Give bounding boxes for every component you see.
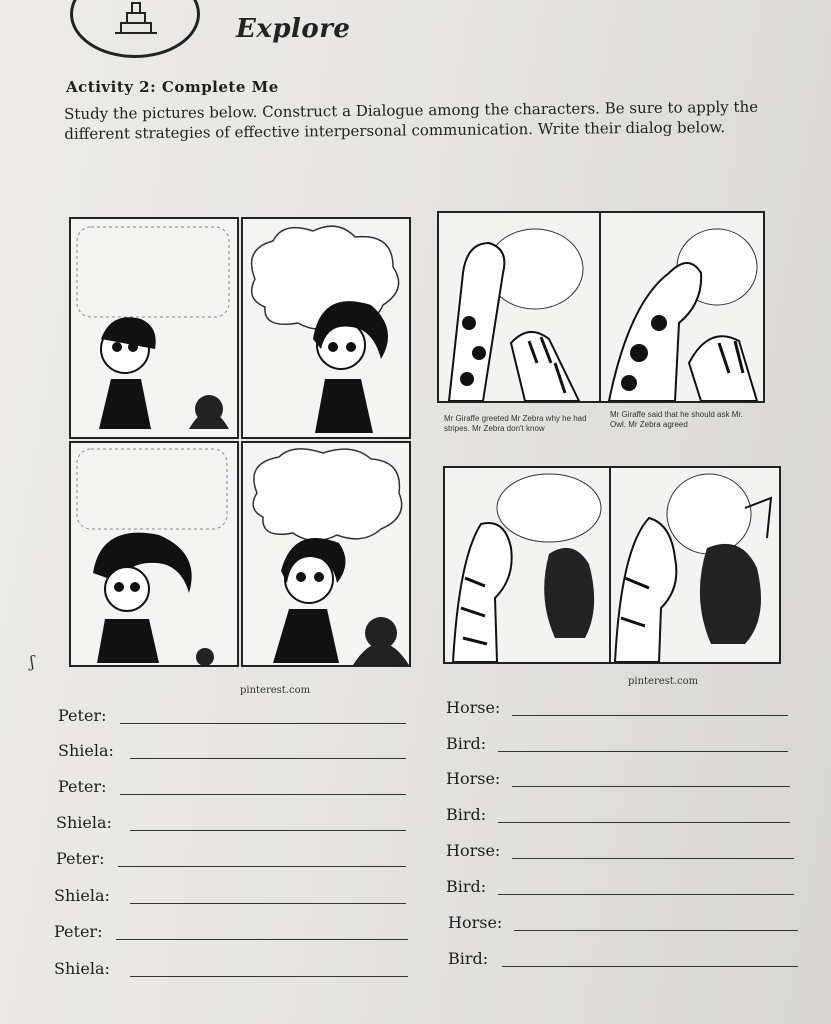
instructions-text: Study the pictures below. Construct a Dialogue among the characters. Be sure to apply the different strategies of effective interpersonal communication. Write their dialog below. xyxy=(64,97,759,143)
dialogue-line-left-6[interactable]: Shiela: xyxy=(54,885,410,907)
comic-panel-4 xyxy=(241,441,411,667)
left-source-credit: pinterest.com xyxy=(240,685,311,696)
comic-panel-3 xyxy=(69,441,239,667)
dialogue-line-left-2[interactable]: Shiela: xyxy=(58,740,410,762)
dialogue-line-right-7[interactable]: Horse: xyxy=(448,912,800,934)
girl-on-phone-illustration xyxy=(71,443,237,665)
giraffe-and-zebra-illustration xyxy=(439,213,763,401)
section-title: Explore xyxy=(236,14,351,44)
girl-with-cat-illustration xyxy=(71,219,237,437)
right-source-credit: pinterest.com xyxy=(628,676,699,687)
dialogue-line-right-8[interactable]: Bird: xyxy=(448,948,800,970)
dialogue-line-right-3[interactable]: Horse: xyxy=(446,768,792,790)
dialogue-line-left-8[interactable]: Shiela: xyxy=(54,958,412,980)
thinking-girl-illustration xyxy=(243,219,409,437)
dialogue-line-left-7[interactable]: Peter: xyxy=(54,921,412,943)
dialogue-line-left-4[interactable]: Shiela: xyxy=(56,812,410,834)
explore-logo xyxy=(70,0,200,58)
dialogue-line-left-5[interactable]: Peter: xyxy=(56,848,410,870)
dialogue-line-right-5[interactable]: Horse: xyxy=(446,840,796,862)
activity-title: Activity 2: Complete Me xyxy=(66,78,279,96)
dialogue-line-left-3[interactable]: Peter: xyxy=(58,776,410,798)
dialogue-line-right-4[interactable]: Bird: xyxy=(446,804,792,826)
dialogue-line-right-6[interactable]: Bird: xyxy=(446,876,796,898)
stairs-icon xyxy=(109,0,163,35)
dialogue-line-right-2[interactable]: Bird: xyxy=(446,733,790,755)
zebra-and-owl-illustration xyxy=(445,468,779,662)
dialogue-line-right-1[interactable]: Horse: xyxy=(446,697,790,719)
strip-caption-1: Mr Giraffe greeted Mr Zebra why he had stripes. Mr Zebra don't know xyxy=(444,414,587,433)
comic-panel-2 xyxy=(241,217,411,439)
comic-strip-zebra-owl xyxy=(443,466,781,664)
girl-and-cat-thinking-illustration xyxy=(243,443,409,665)
comic-panel-1 xyxy=(69,217,239,439)
comic-strip-giraffe-zebra xyxy=(437,211,765,403)
dialogue-line-left-1[interactable]: Peter: xyxy=(58,705,410,727)
strip-caption-2: Mr Giraffe said that he should ask Mr. Owl. Mr Zebra agreed xyxy=(610,410,743,429)
margin-mark: ʃ xyxy=(30,652,35,671)
